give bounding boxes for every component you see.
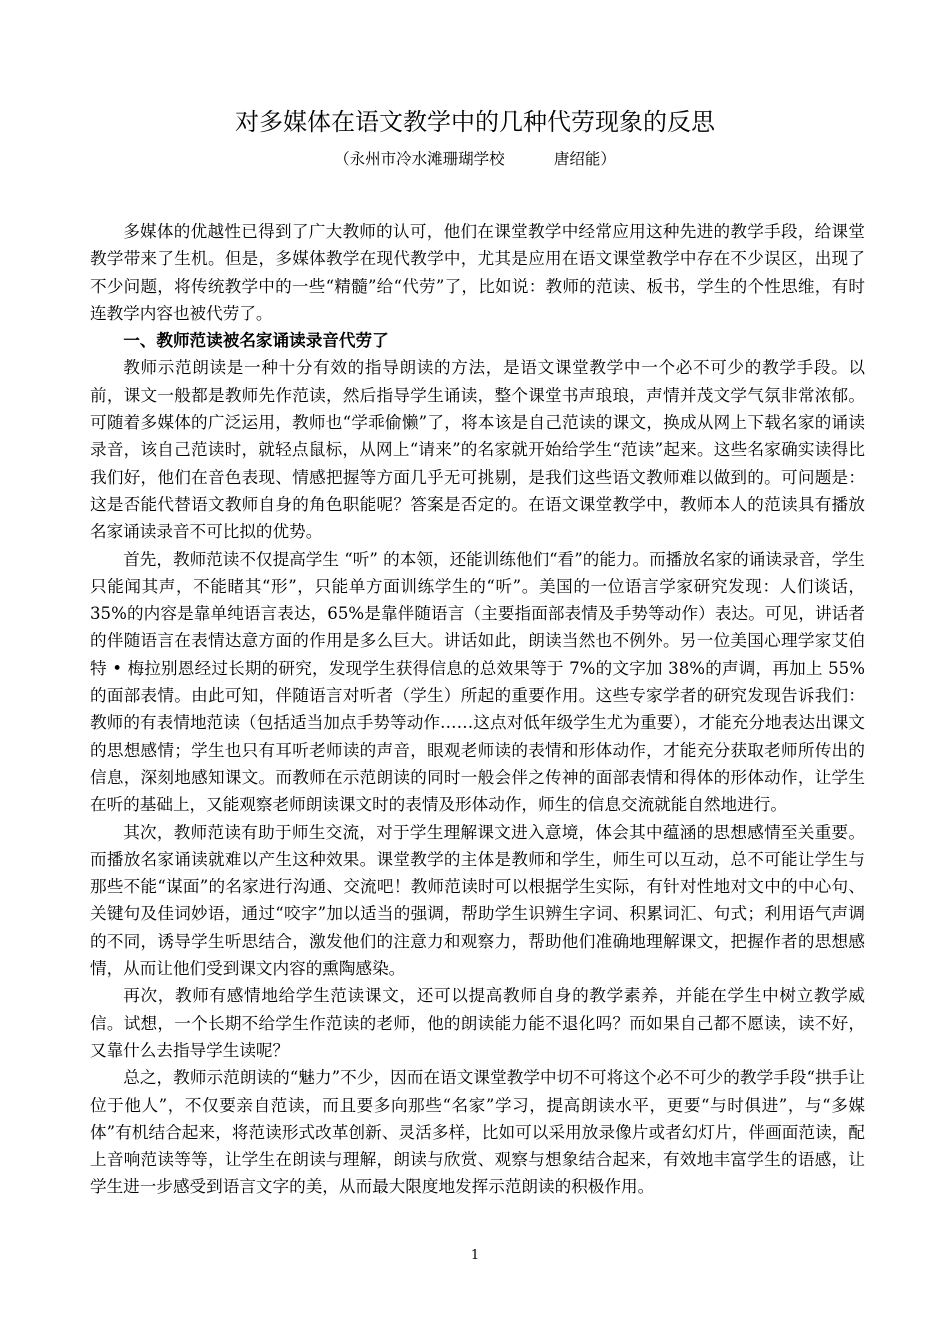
page-number: 1 [470, 1248, 480, 1263]
body-paragraph: 教师示范朗读是一种十分有效的指导朗读的方法，是语文课堂教学中一个必不可少的教学手段。以前，课文一般都是教师先作范读，然后指导学生诵读，整个课堂书声琅琅，声情并茂文学气氛非常浓郁。可随着多媒体的广泛运用，教师也“学乖偷懒”了，将本该是自己范读的课文，换成从网上下载名家的诵读录音，该自己范读时，就轻点鼠标，从网上“请来”的名家就开始给学生“范读”起来。这些名家确实读得比我们好，他们在音色表现、情感把握等方面几乎无可挑剔，是我们这些语文教师难以做到的。可问题是：这是否能代替语文教师自身的角色职能呢？答案是否定的。在语文课堂教学中，教师本人的范读具有播放名家诵读录音不可比拟的优势。 [90, 358, 865, 542]
author-byline: （永州市冷水滩珊瑚学校 唐绍能） [334, 150, 616, 168]
body-paragraph: 总之，教师示范朗读的“魅力”不少，因而在语文课堂教学中切不可将这个必不可少的教学手段“拱手让位于他人”，不仅要亲自范读，而且要多向那些“名家”学习，提高朗读水平，更要“与时俱进”，与“多媒体”有机结合起来，将范读形式改革创新、灵活多样，比如可以采用放录像片或者幻灯片，伴画面范读，配上音响范读等等，让学生在朗读与理解，朗读与欣赏、观察与想象结合起来，有效地丰富学生的语感，让学生进一步感受到语言文字的美，从而最大限度地发挥示范朗读的积极作用。 [90, 1068, 865, 1197]
body-paragraph: 再次，教师有感情地给学生范读课文，还可以提高教师自身的教学素养，并能在学生中树立教学威信。试想，一个长期不给学生作范读的老师，他的朗读能力能不退化吗？而如果自己都不愿读，读不好，又靠什么去指导学生读呢？ [90, 986, 865, 1060]
intro-paragraph: 多媒体的优越性已得到了广大教师的认可，他们在课堂教学中经常应用这种先进的教学手段，给课堂教学带来了生机。但是，多媒体教学在现代教学中，尤其是应用在语文课堂教学中存在不少误区，出现了不少问题，将传统教学中的一些“精髓”给“代劳”了，比如说：教师的范读、板书，学生的个性思维，有时连教学内容也被代劳了。 [90, 222, 865, 323]
body-paragraph: 首先，教师范读不仅提高学生 “听” 的本领，还能训练他们“看”的能力。而播放名家的诵读录音，学生只能闻其声，不能睹其“形”，只能单方面训练学生的“听”。美国的一位语言学家研究发现：人们谈话，35%的内容是靠单纯语言表达，65%是靠伴随语言（主要指面部表情及手势等动作）表达。可见，讲话者的伴随语言在表情达意方面的作用是多么巨大。讲话如此，朗读当然也不例外。另一位美国心理学家艾伯特 • 梅拉别恩经过长期的研究，发现学生获得信息的总效果等于 7%的文字加 38%的声调，再加上 55%的面部表情。由此可知，伴随语言对听者（学生）所起的重要作用。这些专家学者的研究发现告诉我们：教师的有表情地范读（包括适当加点手势等动作……这点对低年级学生尤为重要），才能充分地表达出课文的思想感情；学生也只有耳听老师读的声音，眼观老师读的表情和形体动作，才能充分获取老师所传出的信息，深刻地感知课文。而教师在示范朗读的同时一般会伴之传神的面部表情和得体的形体动作，让学生在听的基础上，又能观察老师朗读课文时的表情及形体动作，师生的信息交流就能自然地进行。 [90, 549, 865, 815]
section-heading: 一、教师范读被名家诵读录音代劳了 [123, 331, 389, 351]
document-body [90, 218, 865, 1201]
document-title: 对多媒体在语文教学中的几种代劳现象的反思 [235, 108, 715, 136]
body-paragraph: 其次，教师范读有助于师生交流，对于学生理解课文进入意境，体会其中蕴涵的思想感情至关重要。而播放名家诵读就难以产生这种效果。课堂教学的主体是教师和学生，师生可以互动，总不可能让学生与那些不能“谋面”的名家进行沟通、交流吧！教师范读时可以根据学生实际，有针对性地对文中的中心句、关键句及佳词妙语，通过“咬字”加以适当的强调，帮助学生识辨生字词、积累词汇、句式；利用语气声调的不同，诱导学生听思结合，激发他们的注意力和观察力，帮助他们准确地理解课文，把握作者的思想感情，从而让他们受到课文内容的熏陶感染。 [90, 822, 865, 979]
